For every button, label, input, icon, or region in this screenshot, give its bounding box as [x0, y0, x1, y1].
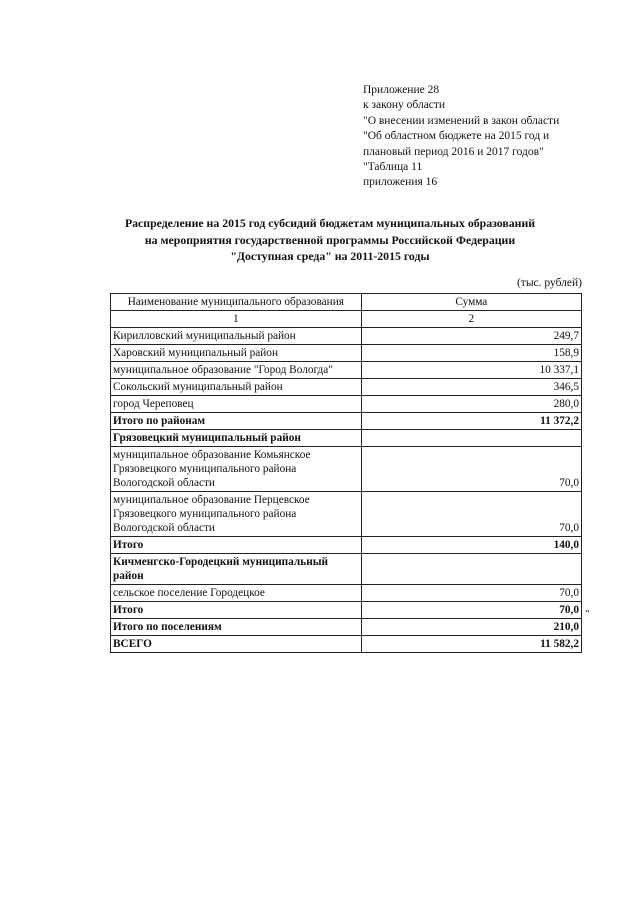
row-name: Кирилловский муниципальный район — [111, 328, 362, 345]
row-name — [111, 447, 362, 492]
table-row — [111, 328, 582, 345]
row-name: Харовский муниципальный район — [111, 345, 362, 362]
table-row — [111, 362, 582, 379]
row-name-line: Вологодской области — [113, 477, 215, 489]
section-sum-empty — [361, 430, 581, 447]
section-row — [111, 554, 582, 585]
row-name-line: Грязовецкого муниципального района — [113, 463, 297, 475]
title-line: на мероприятия государственной программы Российской Федерации — [144, 232, 516, 247]
table-row — [111, 396, 582, 413]
table-header-row — [111, 294, 582, 311]
row-sum: 249,7 — [361, 328, 581, 345]
header-sum: Сумма — [361, 294, 581, 311]
row-name: город Череповец — [111, 396, 362, 413]
row-sum: 346,5 — [361, 379, 581, 396]
row-sum: 158,9 — [361, 345, 581, 362]
row-sum: 70,0 — [361, 585, 581, 602]
appendix-line: Приложение 28 — [363, 84, 440, 96]
appendix-line: плановый период 2016 и 2017 годов" — [363, 145, 544, 158]
row-name: ВСЕГО — [111, 636, 362, 653]
table-row — [111, 447, 582, 492]
appendix-line: "Об областном бюджете на 2015 год и — [363, 130, 550, 143]
section-sum-empty — [361, 554, 581, 585]
appendix-line: приложения 16 — [363, 176, 438, 189]
row-sum: 140,0 — [361, 537, 581, 554]
row-sum: 280,0 — [361, 396, 581, 413]
subtotal-row — [111, 537, 582, 554]
title-line: "Доступная среда" на 2011-2015 годы — [230, 249, 430, 263]
row-name: Итого по районам — [111, 413, 362, 430]
row-name-line: Вологодской области — [113, 522, 215, 534]
row-sum: 70,0 — [361, 492, 581, 537]
table-number-row — [111, 311, 582, 328]
row-sum: 70,0 — [361, 602, 581, 619]
table-row — [111, 379, 582, 396]
appendix-line: к закону области — [363, 99, 446, 112]
grand-total-row — [111, 636, 582, 653]
appendix-line: "О внесении изменений в закон области — [363, 114, 560, 127]
table-row — [111, 492, 582, 537]
column-number: 1 — [111, 311, 362, 328]
row-name-line: муниципальное образование Комьянское — [113, 449, 311, 461]
row-name: Итого — [111, 537, 362, 554]
units-label: (тыс. рублей) — [516, 277, 582, 289]
document-title — [70, 215, 590, 265]
appendix-line: "Таблица 11 — [363, 161, 423, 174]
appendix-header — [363, 83, 623, 191]
subsidy-table — [110, 293, 582, 653]
row-name: сельское поселение Городецкое — [111, 585, 362, 602]
row-name-line: Грязовецкого муниципального района — [113, 508, 297, 520]
row-sum: 11 372,2 — [361, 413, 581, 430]
row-name: Итого — [111, 602, 362, 619]
table-row — [111, 585, 582, 602]
section-row — [111, 430, 582, 447]
subtotal-row — [111, 619, 582, 636]
row-name: Сокольский муниципальный район — [111, 379, 362, 396]
row-sum: 70,0 — [361, 447, 581, 492]
table-row — [111, 345, 582, 362]
row-name: муниципальное образование "Город Вологда" — [111, 362, 362, 379]
title-line: Распределение на 2015 год субсидий бюджетам муниципальных образований — [124, 216, 536, 230]
header-name: Наименование муниципального образования — [111, 294, 362, 311]
row-name: Итого по поселениям — [111, 619, 362, 636]
section-name: Грязовецкий муниципальный район — [111, 430, 362, 447]
row-sum: 11 582,2 — [361, 636, 581, 653]
row-sum: 10 337,1 — [361, 362, 581, 379]
subtotal-row — [111, 413, 582, 430]
row-name-line: муниципальное образование Перцевское — [113, 494, 310, 506]
row-sum: 210,0 — [361, 619, 581, 636]
column-number: 2 — [361, 311, 581, 328]
subtotal-row — [111, 602, 582, 619]
closing-quote: " — [585, 608, 590, 620]
row-name — [111, 492, 362, 537]
section-name: Кичменгско-Городецкий муниципальный район — [111, 554, 362, 585]
